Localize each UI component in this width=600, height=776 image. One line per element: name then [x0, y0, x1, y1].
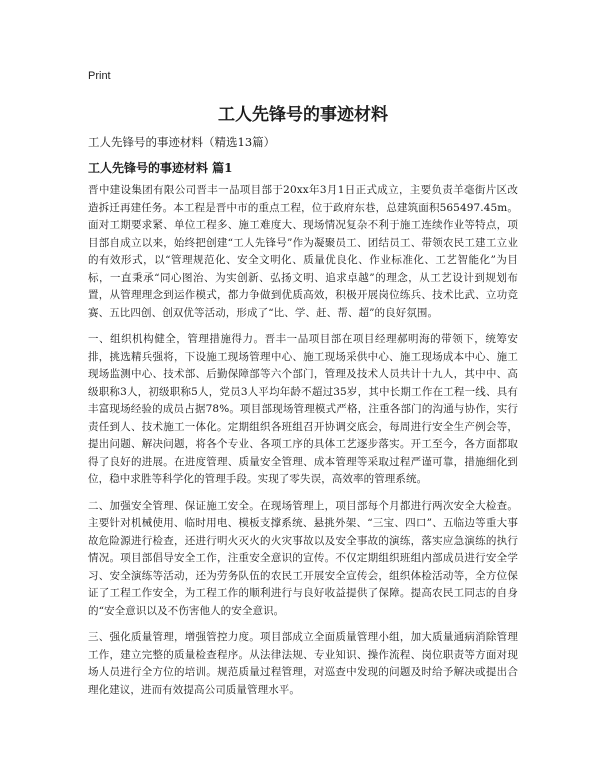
document-subtitle: 工人先锋号的事迹材料（精选13篇） — [88, 135, 276, 149]
intro-paragraph: 晋中建设集团有限公司晋丰一品项目部于20xx年3月1日正式成立，主要负责羊毫街片区改造拆迁再建任务。本工程是晋中市的重点工程，位于政府东巷，总建筑面积565497.45m。面对工期要求紧、单位工程多、施工难度大、现场情况复杂不利于施工连续作业等特点，项目部自成立以来，始终把创建“工人先锋号”作为凝聚员工、团结员工、带领农民工建工立业的有效形式，以“管理规范化、安全文明化、质量优良化、作业标准化、工艺智能化”为目标，一直秉承“同心图治、为实创新、弘扬文明、追求卓越”的理念，从工艺设计到规划布置，从管理理念到运作模式，都力争做到优质高效，积极开展岗位练兵、技术比武、立功竞赛、五比四创、创双优等活动，形成了“比、学、赶、帮、超”的良好氛围。 — [88, 184, 518, 319]
print-link[interactable]: Print — [88, 70, 111, 82]
section-heading: 工人先锋号的事迹材料 篇1 — [88, 161, 233, 175]
section-one-paragraph: 一、组织机构健全，管理措施得力。晋丰一品项目部在项目经理郝明海的带领下，统筹安排，挑选精兵强将，下设施工现场管理中心、施工现场采供中心、施工现场成本中心、施工现场监测中心、技术部、后勤保障部等六个部门，管理及技术人员共计十九人，其中中、高级职称3人，初级职称5人，党员3人平均年龄不超过35岁，其中长期工作在工程一线、具有丰富现场经验的成员占据78%。项目部现场管理模式严格，注重各部门的沟通与协作，实行责任到人、技术施工一体化。定期组织各班组召开协调交底会，每周进行安全生产例会等，提出问题、解决问题，将各个专业、各项工序的具体工艺逐步落实。开工至今，各方面都取得了良好的进展。在进度管理、质量安全管理、成本管理等采取过程严谨可靠，措施细化到位，稳中求胜等科学化的管理手段。实现了零失误，高效率的管理系统。 — [88, 333, 518, 485]
section-three-paragraph: 三、强化质量管理，增强管控力度。项目部成立全面质量管理小组，加大质量通病消除管理工作，建立完整的质量检查程序。从法律法规、专业知识、操作流程、岗位职责等方面对现场人员进行全方位的培训。规范质量过程管理，对巡查中发现的问题及时给予解决或提出合理化建议，进而有效提高公司质量管理水平。 — [88, 631, 518, 696]
page-title: 工人先锋号的事迹材料 — [218, 105, 388, 125]
document-body — [88, 182, 518, 708]
section-two-paragraph: 二、加强安全管理、保证施工安全。在现场管理上，项目部每个月都进行两次安全大检查。主要针对机械使用、临时用电、模板支撑系统、悬挑外架、“三宝、四口”、五临边等重大事故危险源进行检查，还进行明火灭火的火灾事故以及安全事故的演练，落实应急演练的执行情况。项目部倡导安全工作，注重安全意识的宣传。不仅定期组织班组内部成员进行安全学习、安全演练等活动，还为劳务队伍的农民工开展安全宣传会，组织体检活动等，全方位保证了工程工作安全，为工程工作的顺利进行与良好收益提供了保障。提高农民工同志的自身的“安全意识以及不伤害他人的安全意识。 — [88, 499, 518, 617]
